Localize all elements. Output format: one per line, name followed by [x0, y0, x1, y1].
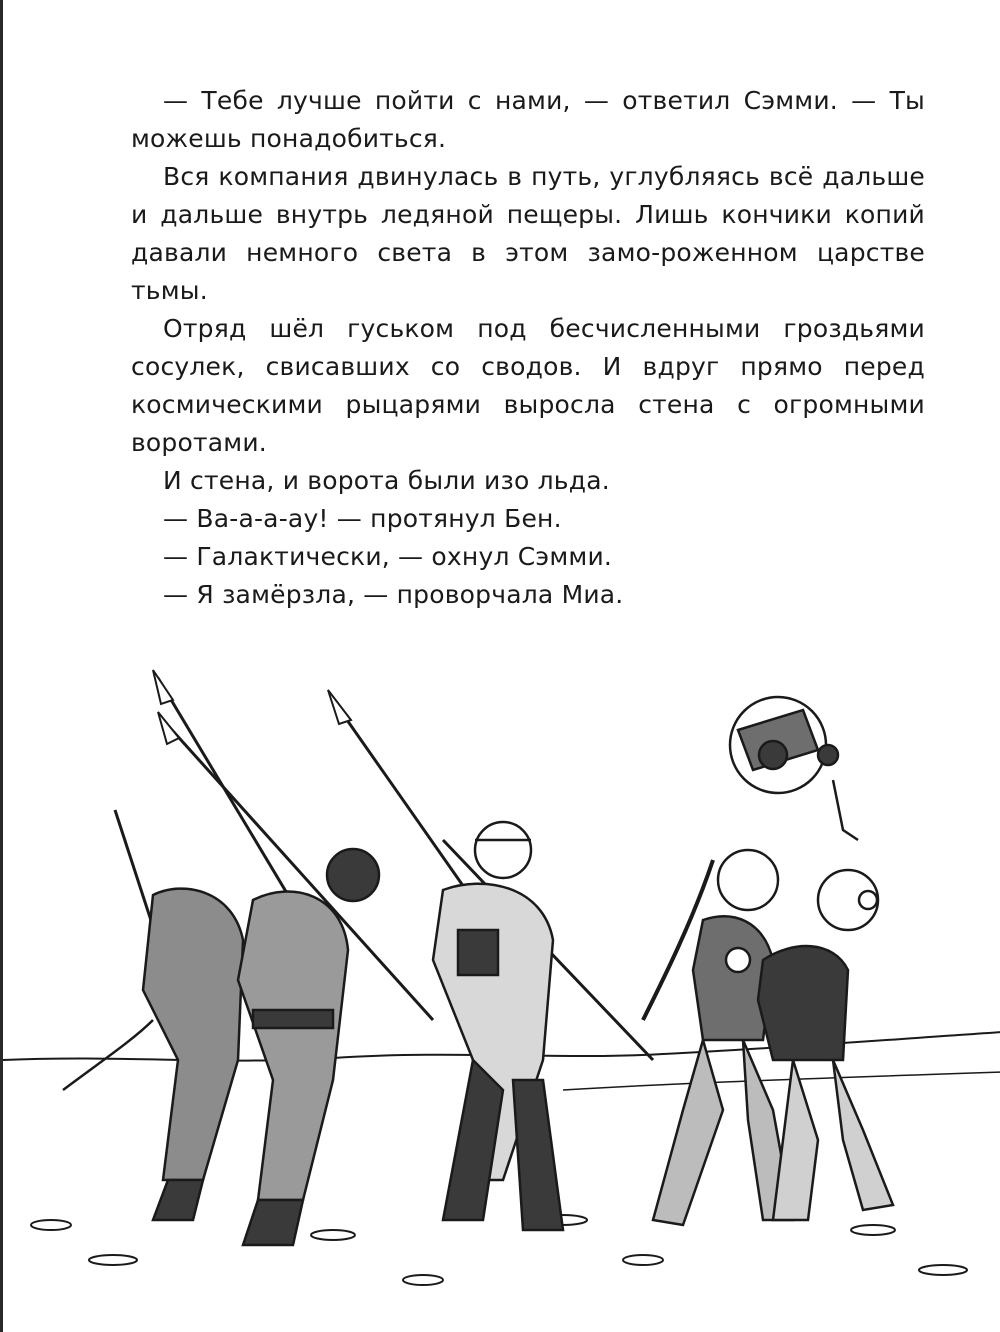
dialogue-line: — Ва-а-а-ау! — протянул Бен. [163, 504, 562, 533]
spear-tips [153, 670, 351, 744]
paragraph: — Тебе лучше пойти с нами, — ответил Сэмми. — Ты можешь понадобиться. [131, 86, 925, 153]
illustration [3, 660, 1000, 1332]
dialogue-line: — Галактически, — охнул Сэмми. [163, 542, 613, 571]
floating-robot [730, 697, 858, 840]
dialogue-line: — Я замёрзла, — проворчала Миа. [163, 580, 624, 609]
paragraph: Вся компания двинулась в путь, углубляясь всё дальше и дальше внутрь ледяной пещеры. Лишь кончики копий давали немного света в этом замо-роженном царстве тьмы. [131, 162, 925, 305]
walking-party-illustration [3, 660, 1000, 1332]
knight-figure [433, 822, 563, 1230]
ground-marks [31, 1215, 967, 1285]
story-text [131, 82, 925, 614]
paragraph: Отряд шёл гуськом под бесчисленными гроздьями сосулек, свисавших со сводов. И вдруг прямо перед космическими рыцарями выросла стена с огромными воротами. [131, 314, 925, 457]
knight-figure [63, 889, 243, 1220]
knight-figure [238, 849, 379, 1245]
paragraph: И стена, и ворота были изо льда. [163, 466, 610, 495]
